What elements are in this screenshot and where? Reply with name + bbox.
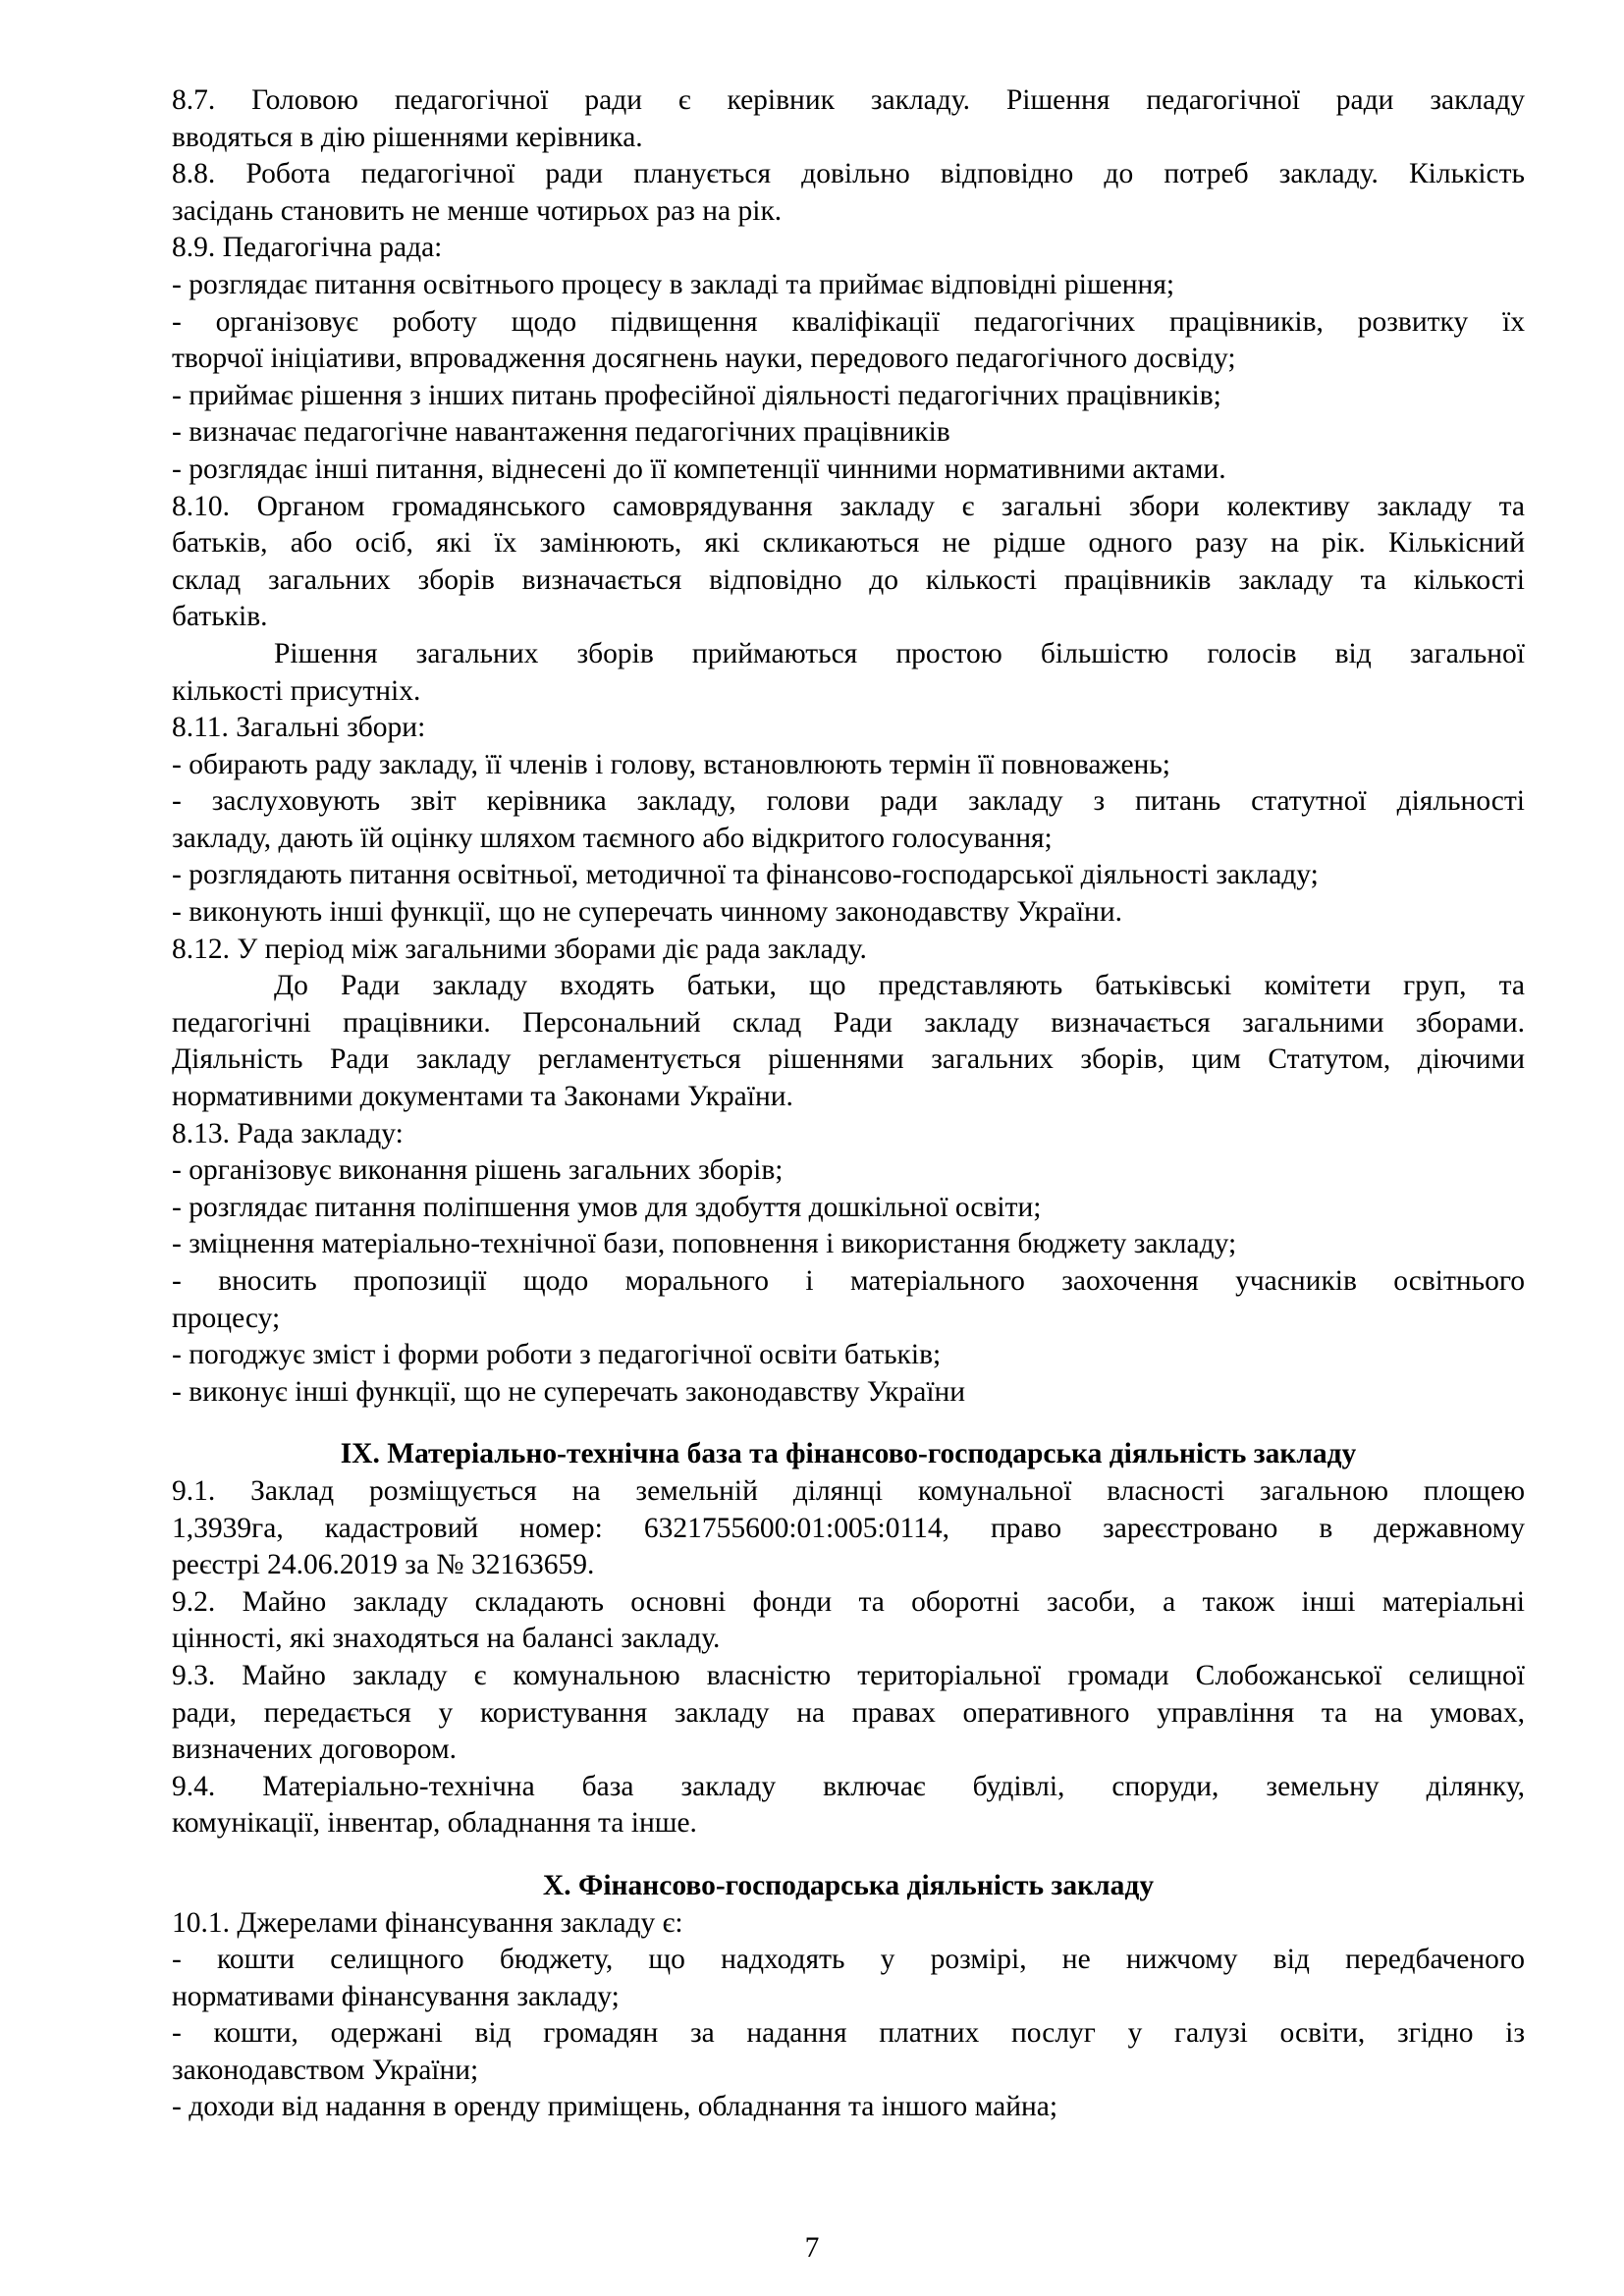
page-content (172, 82, 1525, 2126)
text-line: 9.1. Заклад розміщується на земельній ділянці комунальної власності загальною площею (172, 1474, 1525, 1507)
text-line: - розглядає питання поліпшення умов для здобуття дошкільної освіти; (172, 1191, 1042, 1223)
text-line: цінності, які знаходяться на балансі закладу. (172, 1623, 721, 1655)
text-line: комунікації, інвентар, обладнання та інше. (172, 1807, 697, 1840)
text-line: 9.2. Майно закладу складають основні фонди та оборотні засоби, а також інші матеріальні (172, 1585, 1525, 1618)
section-heading-ix: IX. Матеріально-технічна база та фінансово-господарська діяльність закладу (340, 1438, 1357, 1470)
text-line: закладу, дають їй оцінку шляхом таємного або відкритого голосування; (172, 822, 1053, 854)
text-line: 8.9. Педагогічна рада: (172, 232, 443, 264)
text-line: 8.12. У період між загальними зборами діє рада закладу. (172, 933, 867, 965)
text-line: батьків, або осіб, які їх замінюють, які скликаються не рідше одного разу на рік. Кількісний (172, 527, 1525, 560)
text-line: процесу; (172, 1302, 281, 1334)
section-gap (172, 1411, 1525, 1436)
text-line: - вносить пропозиції щодо морального і матеріального заохочення учасників освітнього (172, 1265, 1525, 1297)
text-line: - розглядають питання освітньої, методичної та фінансово-господарської діяльності закладу; (172, 859, 1319, 891)
text-line: визначених договором. (172, 1734, 458, 1766)
text-line: 9.4. Матеріально-технічна база закладу включає будівлі, споруди, земельну ділянку, (172, 1770, 1525, 1802)
text-line: ради, передається у користування закладу на правах оперативного управління та на умовах, (172, 1696, 1525, 1729)
section-heading-x: X. Фінансово-господарська діяльність закладу (542, 1869, 1155, 1901)
text-line: законодавством України; (172, 2054, 479, 2086)
text-line: - кошти селищного бюджету, що надходять у розмірі, не нижчому від передбаченого (172, 1944, 1525, 1976)
text-line: вводяться в дію рішеннями керівника. (172, 121, 643, 153)
text-line: батьків. (172, 601, 268, 633)
text-line: - організовує роботу щодо підвищення кваліфікації педагогічних працівників, розвитку їх (172, 305, 1525, 338)
text-line: Діяльність Ради закладу регламентується рішеннями загальних зборів, цим Статутом, діючими (172, 1043, 1525, 1076)
text-line: нормативними документами та Законами України. (172, 1081, 793, 1113)
text-line: кількості присутніх. (172, 674, 421, 707)
text-line: Рішення загальних зборів приймаються простою більшістю голосів від загальної (274, 637, 1525, 669)
text-line: - зміцнення матеріально-технічної бази, поповнення і використання бюджету закладу; (172, 1228, 1237, 1260)
text-line: - розглядає питання освітнього процесу в закладі та приймає відповідні рішення; (172, 268, 1175, 300)
text-line: - заслуховують звіт керівника закладу, голови ради закладу з питань статутної діяльності (172, 785, 1525, 818)
text-line: 8.8. Робота педагогічної ради планується довільно відповідно до потреб закладу. Кількість (172, 158, 1525, 190)
text-line: творчої ініціативи, впровадження досягнень науки, передового педагогічного досвіду; (172, 343, 1236, 375)
section-ix-text (172, 1473, 1525, 1842)
text-line: - організовує виконання рішень загальних зборів; (172, 1154, 784, 1187)
text-line: склад загальних зборів визначається відповідно до кількості працівників закладу та кількості (172, 563, 1525, 596)
section-gap (172, 1842, 1525, 1868)
text-line: - виконує інші функції, що не суперечать законодавству України (172, 1375, 966, 1408)
text-line: - визначає педагогічне навантаження педагогічних працівників (172, 416, 950, 449)
text-line: До Ради закладу входять батьки, що представляють батьківські комітети груп, та (274, 970, 1525, 1002)
text-line: 1,3939га, кадастровий номер: 6321755600:01:005:0114, право зареєстровано в державному (172, 1512, 1525, 1544)
text-line: реєстрі 24.06.2019 за № 32163659. (172, 1549, 595, 1581)
text-line: 10.1. Джерелами фінансування закладу є: (172, 1906, 683, 1939)
text-line: педагогічні працівники. Персональний склад Ради закладу визначається загальними зборами. (172, 1006, 1525, 1039)
text-line: - кошти, одержані від громадян за надання платних послуг у галузі освіти, згідно із (172, 2017, 1525, 2050)
text-line: 8.11. Загальні збори: (172, 712, 426, 744)
text-line: 8.13. Рада закладу: (172, 1117, 404, 1149)
text-line: 8.7. Головою педагогічної ради є керівник закладу. Рішення педагогічної ради закладу (172, 84, 1525, 116)
text-line: - розглядає інші питання, віднесені до її компетенції чинними нормативними актами. (172, 453, 1226, 485)
text-line: - приймає рішення з інших питань професійної діяльності педагогічних працівників; (172, 379, 1221, 411)
text-line: 8.10. Органом громадянського самоврядування закладу є загальні збори колективу закладу та (172, 490, 1525, 522)
text-line: - виконують інші функції, що не суперечать чинному законодавству України. (172, 896, 1122, 929)
text-line: 9.3. Майно закладу є комунальною власністю територіальної громади Слобожанської селищної (172, 1659, 1525, 1691)
page-number: 7 (804, 2232, 820, 2264)
section-viii-text (172, 82, 1525, 1411)
section-x-text (172, 1905, 1525, 2127)
text-line: нормативами фінансування закладу; (172, 1980, 620, 2012)
text-line: засідань становить не менше чотирьох раз на рік. (172, 194, 783, 227)
text-line: - погоджує зміст і форми роботи з педагогічної освіти батьків; (172, 1339, 942, 1371)
text-line: - доходи від надання в оренду приміщень, обладнання та іншого майна; (172, 2091, 1058, 2123)
text-line: - обирають раду закладу, її членів і голову, встановлюють термін її повноважень; (172, 748, 1170, 780)
